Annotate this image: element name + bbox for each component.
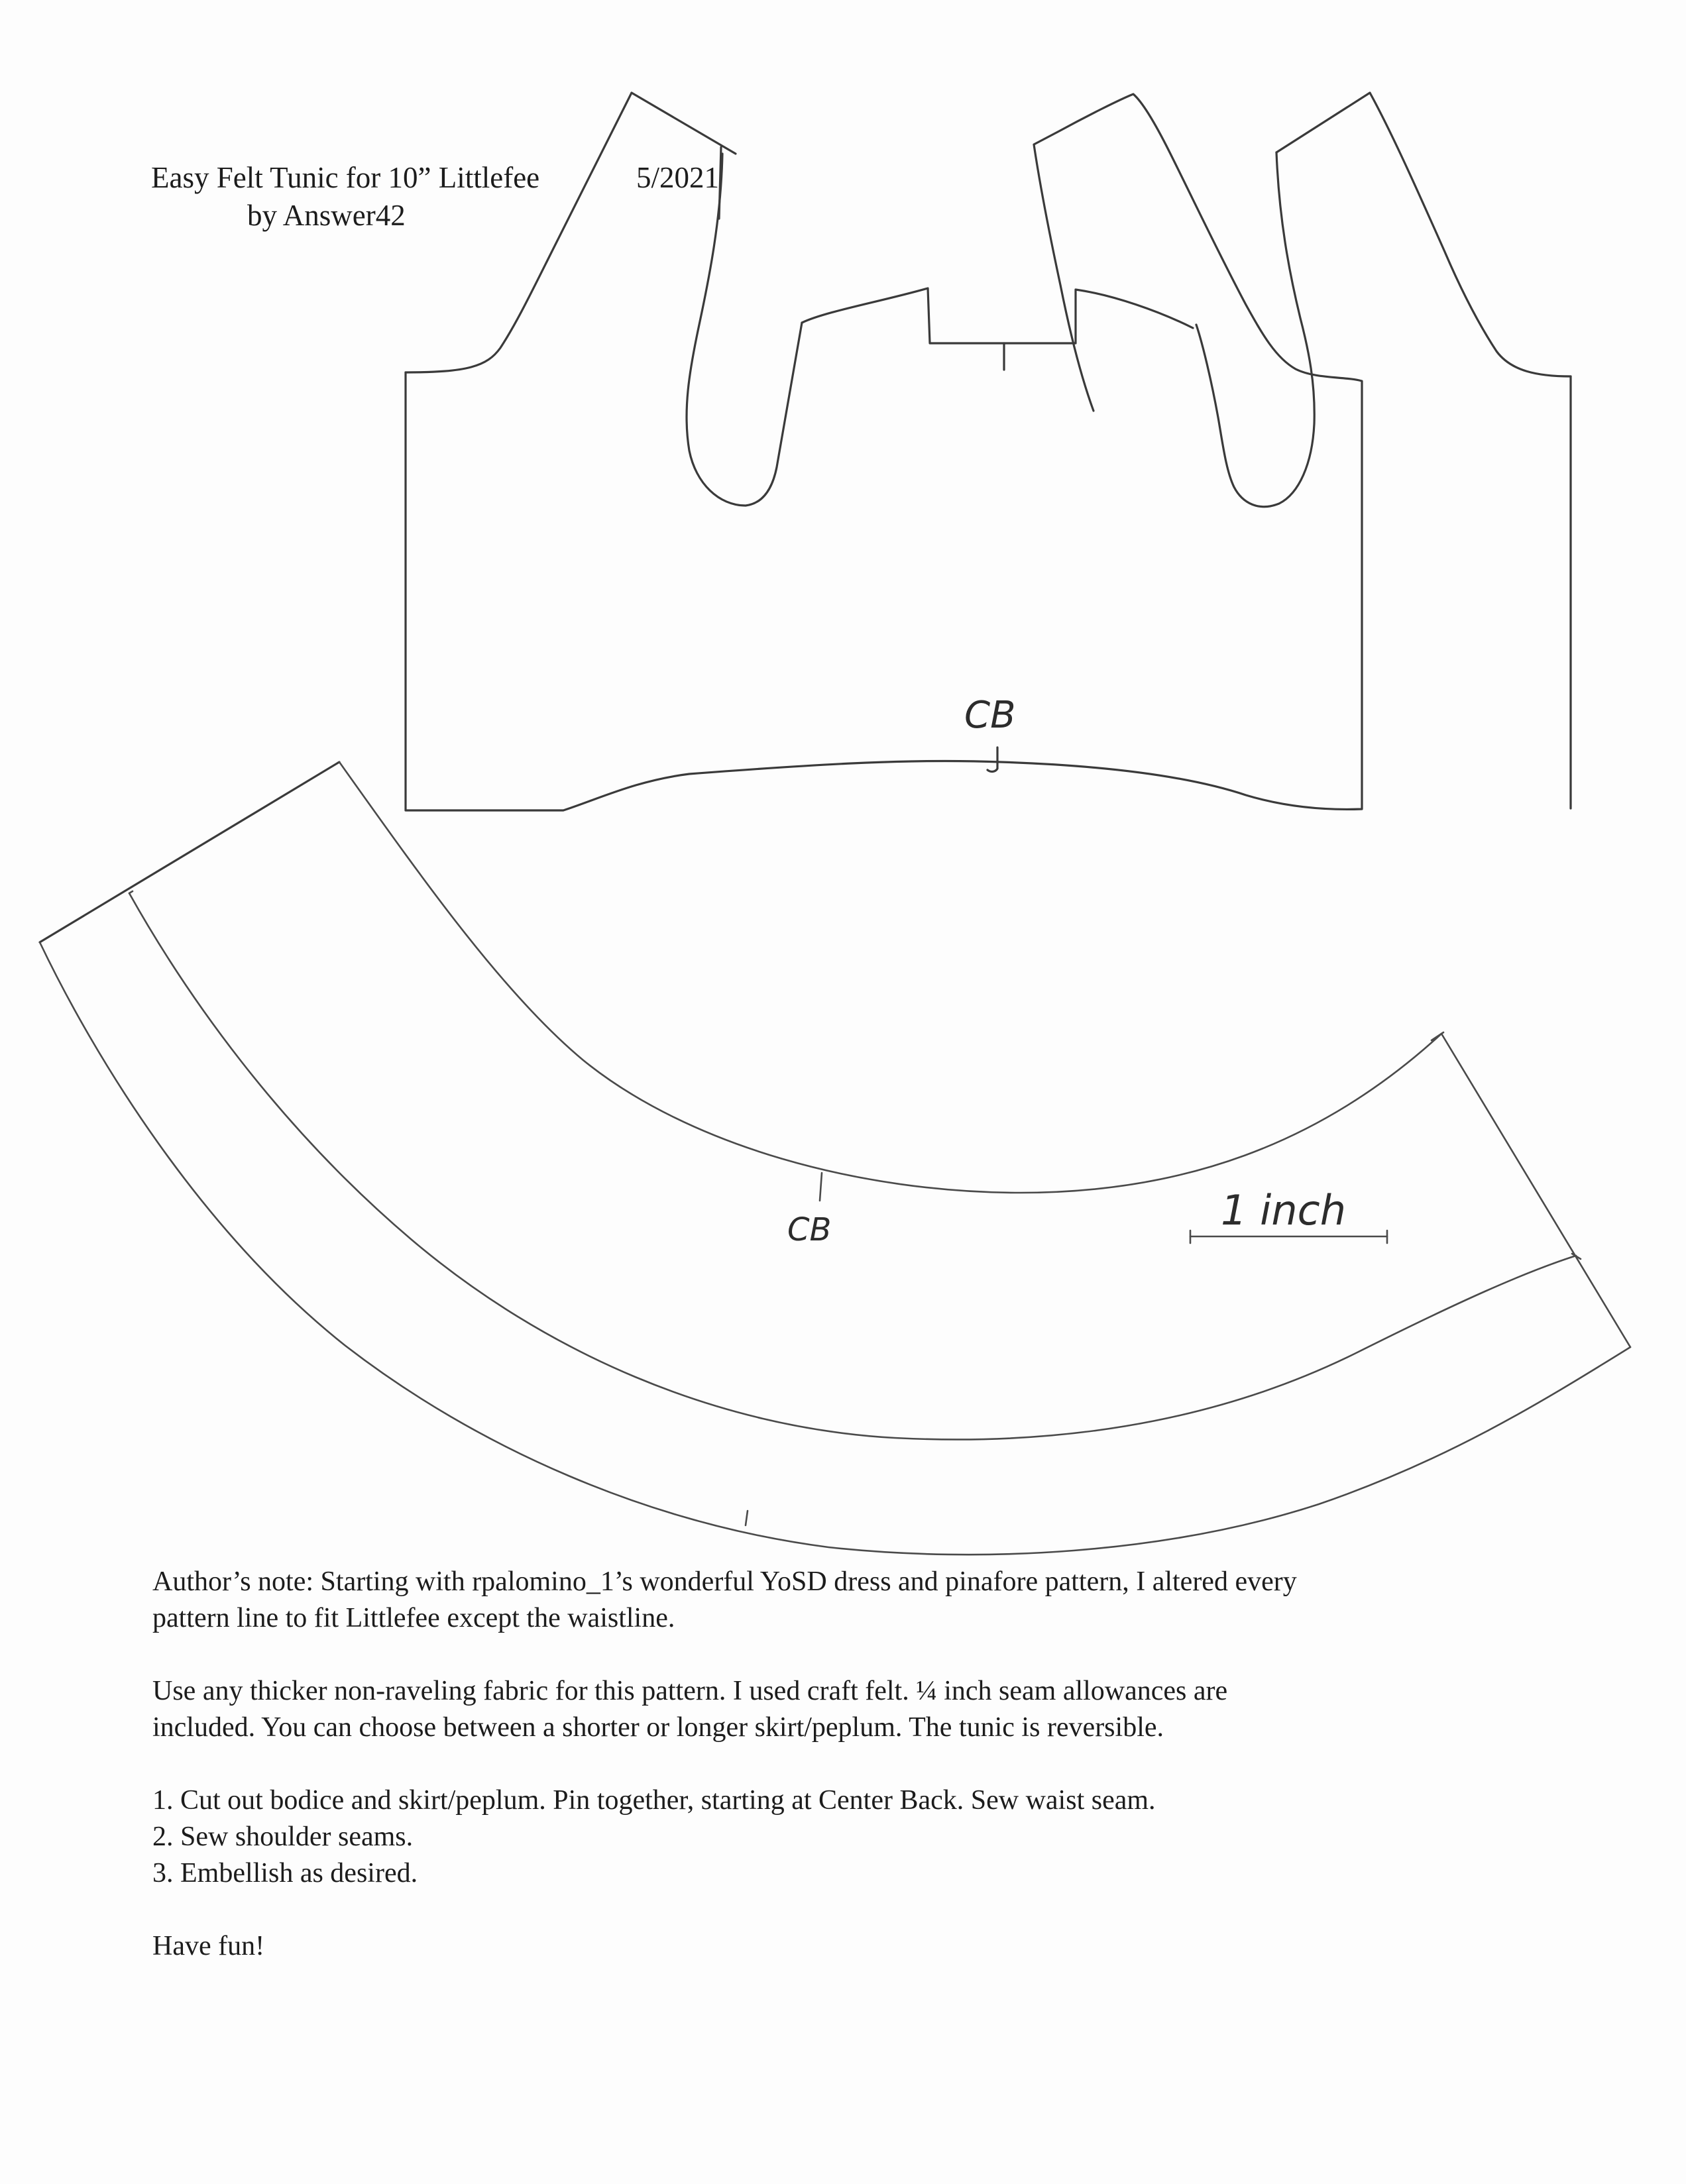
fabric-note-line-2: included. You can choose between a shorter or longer skirt/peplum. The tunic is reversible. [152, 1712, 1164, 1743]
left-shoulder-line [632, 93, 736, 154]
right-side-curve [1370, 93, 1571, 376]
author-note-line-1: Author’s note: Starting with rpalomino_1’s wonderful YoSD dress and pinafore pattern, I altered every [152, 1566, 1297, 1597]
step-2: 2. Sew shoulder seams. [152, 1822, 414, 1852]
skirt-waist-seam [339, 762, 1441, 1193]
step-1: 1. Cut out bodice and skirt/peplum. Pin together, starting at Center Back. Sew waist seam. [152, 1785, 1156, 1816]
skirt-right-edge [1441, 1034, 1630, 1347]
skirt-hem-tick [746, 1511, 748, 1525]
pattern-notes [152, 1564, 1571, 1965]
pattern-title: Easy Felt Tunic for 10” Littlefee [151, 161, 540, 194]
bodice-body [406, 94, 1362, 810]
step-3: 3. Embellish as desired. [152, 1858, 418, 1888]
left-side-curve [406, 93, 632, 372]
left-shoulder-tick [719, 147, 721, 219]
pattern-date: 5/2021 [636, 161, 720, 194]
right-shoulder-line [1276, 93, 1370, 152]
bodice-cb-label: CB [964, 694, 1016, 737]
neckline [802, 288, 1193, 343]
skirt-short-hem-left-cap [129, 891, 133, 893]
closing-note: Have fun! [152, 1931, 265, 1961]
left-armhole-curve [687, 154, 802, 506]
right-armhole-curve [1196, 152, 1314, 507]
scale-label: 1 inch [1221, 1186, 1347, 1234]
pattern-byline: by Answer42 [247, 199, 406, 232]
fabric-note-line-1: Use any thicker non-raveling fabric for this pattern. I used craft felt. ¼ inch seam allowances are [152, 1676, 1228, 1706]
skirt-cb-tick [820, 1173, 822, 1201]
author-note-line-2: pattern line to fit Littlefee except the waistline. [152, 1603, 675, 1633]
skirt-outer-hem [40, 942, 1630, 1555]
skirt-short-hem-line [129, 893, 1576, 1439]
bodice-cb-tick [987, 747, 997, 771]
skirt-outer-left-edge [40, 762, 339, 942]
skirt-cb-label: CB [787, 1211, 832, 1248]
